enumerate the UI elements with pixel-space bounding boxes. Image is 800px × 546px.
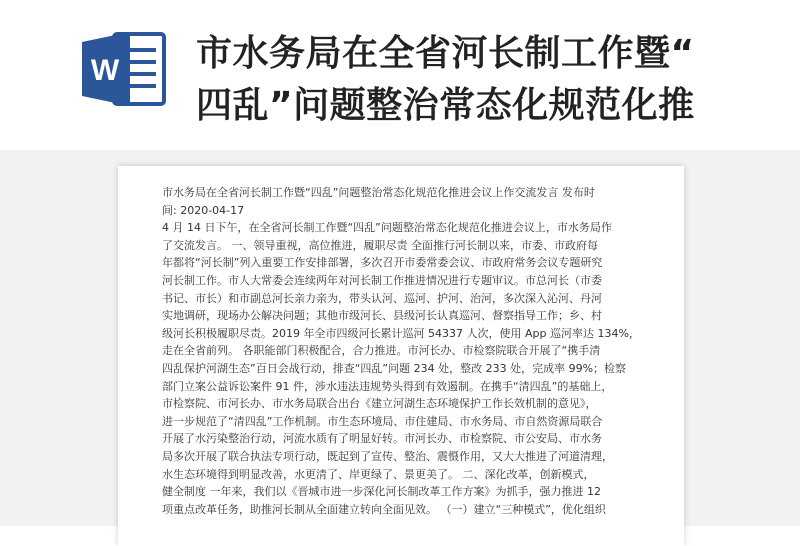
doc-line: 四乱保护河湖生态”百日会战行动，排查“四乱”问题 234 处，整改 233 处，完成率 99%；检察 xyxy=(162,361,627,375)
doc-line: 实地调研，现场办公解决问题；其他市级河长、县级河长认真巡河、督察指导工作；乡、村 xyxy=(162,309,602,323)
doc-line: 局多次开展了联合执法专项行动，既起到了宣传、整治、震慑作用，又大大推进了河道清理， xyxy=(162,449,613,463)
doc-line: 河长制工作。市人大常委会连续两年对河长制工作推进情况进行专题审议。市总河长（市委 xyxy=(162,273,602,287)
doc-line: 年都将“河长制”列入重要工作安排部署，多次召开市委常委会议、市政府常务会议专题研究 xyxy=(162,256,603,270)
doc-line: 市检察院、市河长办、市水务局联合出台《建立河湖生态环境保护工作长效机制的意见》， xyxy=(162,397,597,411)
doc-line: 进一步规范了“清四乱”工作机制。市生态环境局、市住建局、市水务局、市自然资源局联合 xyxy=(162,414,603,428)
document-page xyxy=(118,166,684,546)
title-line-1: 市水务局在全省河长制工作暨“ xyxy=(196,33,695,74)
word-document-icon xyxy=(78,30,170,108)
document-title xyxy=(196,28,796,132)
doc-line: 了交流发言。 一、领导重视，高位推进，履职尽责 全面推行河长制以来，市委、市政府每 xyxy=(162,238,598,252)
doc-line: 部门立案公益诉讼案件 91 件，涉水违法违规势头得到有效遏制。在携手“清四乱”的基础上， xyxy=(162,379,613,393)
doc-line: 开展了水污染整治行动，河流水质有了明显好转。市河长办、市检察院、市公安局、市水务 xyxy=(162,432,602,446)
doc-line: 级河长积极履职尽责。2019 年全市四级河长累计巡河 54337 人次，使用 App 巡河率达 134%， xyxy=(162,326,640,340)
header xyxy=(0,0,800,150)
word-icon-letter: W xyxy=(90,54,120,87)
doc-line: 项重点改革任务，助推河长制从全面建立转向全面见效。 （一）建立“三种模式”，优化组织 xyxy=(162,502,606,516)
doc-line: 书记、市长）和市副总河长亲力亲为，带头认河、巡河、护河、治河，多次深入沁河、丹河 xyxy=(162,291,602,305)
document-body xyxy=(162,184,648,518)
doc-line: 间: 2020-04-17 xyxy=(162,203,245,217)
doc-line: 走在全省前列。 各职能部门积极配合，合力推进。市河长办、市检察院联合开展了“携手清 xyxy=(162,344,601,358)
doc-line: 市水务局在全省河长制工作暨“四乱”问题整治常态化规范化推进会议上作交流发言 发布时 xyxy=(162,186,595,199)
doc-line: 水生态环境得到明显改善，水更清了、岸更绿了、景更美了。 二、深化改革，创新模式， xyxy=(162,467,595,481)
title-line-2: 四乱”问题整治常态化规范化推 xyxy=(196,85,695,126)
doc-line: 健全制度 一年来，我们以《晋城市进一步深化河长制改革工作方案》为抓手，强力推进 12 xyxy=(162,485,601,499)
doc-line: 4 月 14 日下午，在全省河长制工作暨“四乱”问题整治常态化规范化推进会议上，市水务局作 xyxy=(162,221,612,235)
